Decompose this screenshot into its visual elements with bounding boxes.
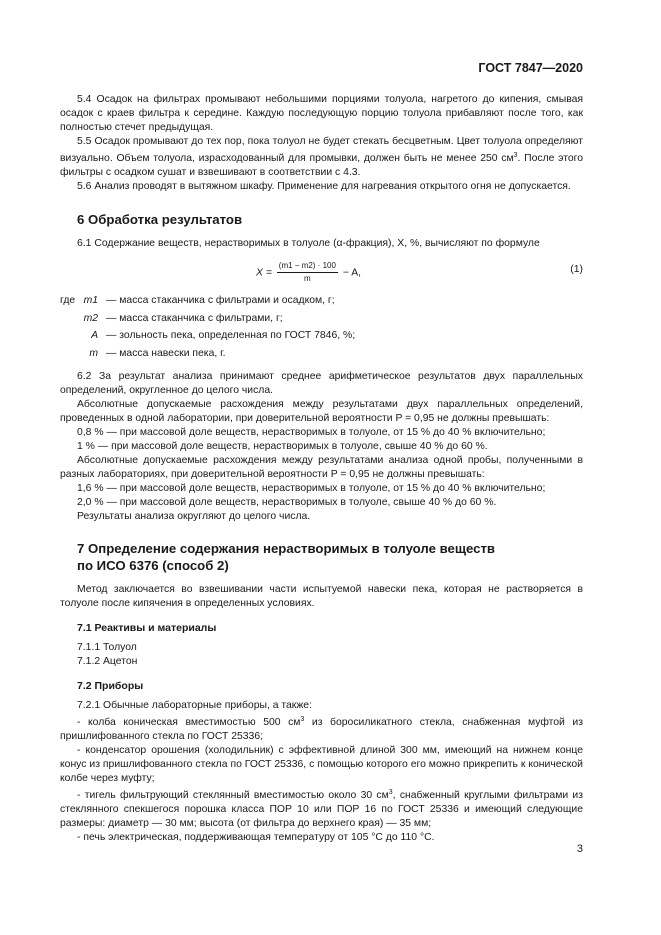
list-item: 2,0 % — при массовой доле веществ, нерастворимых в толуоле, свыше 40 % до 60 %. — [77, 497, 497, 508]
paragraph-tolerance-lab: Абсолютные допускаемые расхождения между результатами двух параллельных определений, проведенных в одной лаборатории, при доверительной вероятности P = 0,95 не должны превышать: — [60, 399, 583, 424]
page-content — [60, 93, 583, 845]
list-item: - колба коническая вместимостью 500 $см^3$ из боросиликатного стекла, снабженная муфтой из пришлифованного стекла по ГОСТ 25336; — [60, 716, 583, 742]
definition-row: m2 — масса стаканчика с фильтрами, г; — [83, 312, 283, 324]
paragraph-5-4: 5.4 Осадок на фильтрах промывают небольшими порциями толуола, нагретого до кипения, смывая осадок с краев фильтра к середине. Каждую последующую порцию толуола прибавляют после того, как полностью стечет предыдущая. — [60, 94, 583, 133]
formula-fraction: $\frac{(m1 - m2) \cdot 100}{m}$ — [278, 261, 336, 283]
list-item: 0,8 % — при массовой доле веществ, нерастворимых в толуоле, от 15 % до 40 % включительно; — [77, 427, 546, 438]
page-number: 3 — [576, 843, 583, 855]
list-item: 7.1.2 Ацетон — [77, 656, 138, 667]
standard-header: ГОСТ 7847—2020 — [478, 61, 583, 75]
subsection-7-2-heading: 7.2 Приборы — [77, 680, 144, 692]
variable-definitions — [60, 292, 583, 362]
section-7-heading: 7 Определение содержания нерастворимых в толуоле веществ по ИСО 6376 (способ 2) — [77, 541, 496, 573]
list-item: - печь электрическая, поддерживающая температуру от 105 °С до 110 °С. — [77, 832, 435, 843]
definition-row: где m1 — масса стаканчика с фильтрами и осадком, г; — [60, 292, 583, 310]
formula-expression: X = $\frac{(m1 - m2) \cdot 100}{m}$ − A, — [256, 261, 362, 283]
where-label: где — [60, 295, 76, 306]
section-6-heading: 6 Обработка результатов — [77, 212, 243, 227]
list-item: 1 % — при массовой доле веществ, нерастворимых в толуоле, свыше 40 % до 60 %. — [77, 441, 488, 452]
paragraph-5-5: 5.5 Осадок промывают до тех пор, пока толуол не будет стекать бесцветным. Цвет толуола определяют визуально. Объем толуола, израсходованный для промывки, должен быть не менее 250 $см^3$. После этого фильтры с осадком сушат и взвешивают в соответствии с 4.3. — [60, 136, 583, 178]
definition-row: A — зольность пека, определенная по ГОСТ 7846, %; — [91, 330, 356, 341]
paragraph-6-1: 6.1 Содержание веществ, нерастворимых в толуоле (α-фракция), X, %, вычисляют по формуле — [77, 238, 540, 249]
list-item: - конденсатор орошения (холодильник) с эффективной длиной 300 мм, имеющий на нижнем конце конус из пришлифованного стекла по ГОСТ 25336, с помощью которого его можно прикрепить к конической колбе через муфту; — [60, 745, 583, 784]
formula-number: (1) — [570, 264, 583, 275]
paragraph-7-2-1: 7.2.1 Обычные лабораторные приборы, а также: — [77, 700, 312, 711]
paragraph-7-intro: Метод заключается во взвешивании части испытуемой навески пека, которая не растворяется в толуоле после кипячения в определенных условиях. — [60, 584, 583, 609]
paragraph-5-6: 5.6 Анализ проводят в вытяжном шкафу. Применение для нагревания открытого огня не допускается. — [77, 181, 571, 192]
definition-row: m — масса навески пека, г. — [89, 347, 226, 359]
subsection-7-1-heading: 7.1 Реактивы и материалы — [77, 622, 217, 634]
list-item: 7.1.1 Толуол — [77, 642, 137, 653]
paragraph-6-2: 6.2 За результат анализа принимают среднее арифметическое результатов двух параллельных определений, округленное до целого числа. — [60, 371, 583, 396]
list-item: 1,6 % — при массовой доле веществ, нерастворимых в толуоле, от 15 % до 40 % включительно; — [77, 483, 546, 494]
paragraph-tolerance-interlab: Абсолютные допускаемые расхождения между результатами анализа одной пробы, полученными в разных лабораториях, при доверительной вероятности P = 0,95 не должны превышать: — [60, 455, 583, 480]
list-item: - тигель фильтрующий стеклянный вместимостью около 30 $см^3$, снабженный круглыми фильтрами из стеклянного спекшегося порошка класса ПОР 10 или ПОР 16 по ГОСТ 25336 и имеющий следующие размеры: диаметр — 30 мм; высота (от фильтра до верхнего края) — 35 мм; — [60, 789, 583, 829]
paragraph-rounding: Результаты анализа округляют до целого числа. — [77, 511, 311, 522]
formula-1 — [60, 258, 583, 284]
